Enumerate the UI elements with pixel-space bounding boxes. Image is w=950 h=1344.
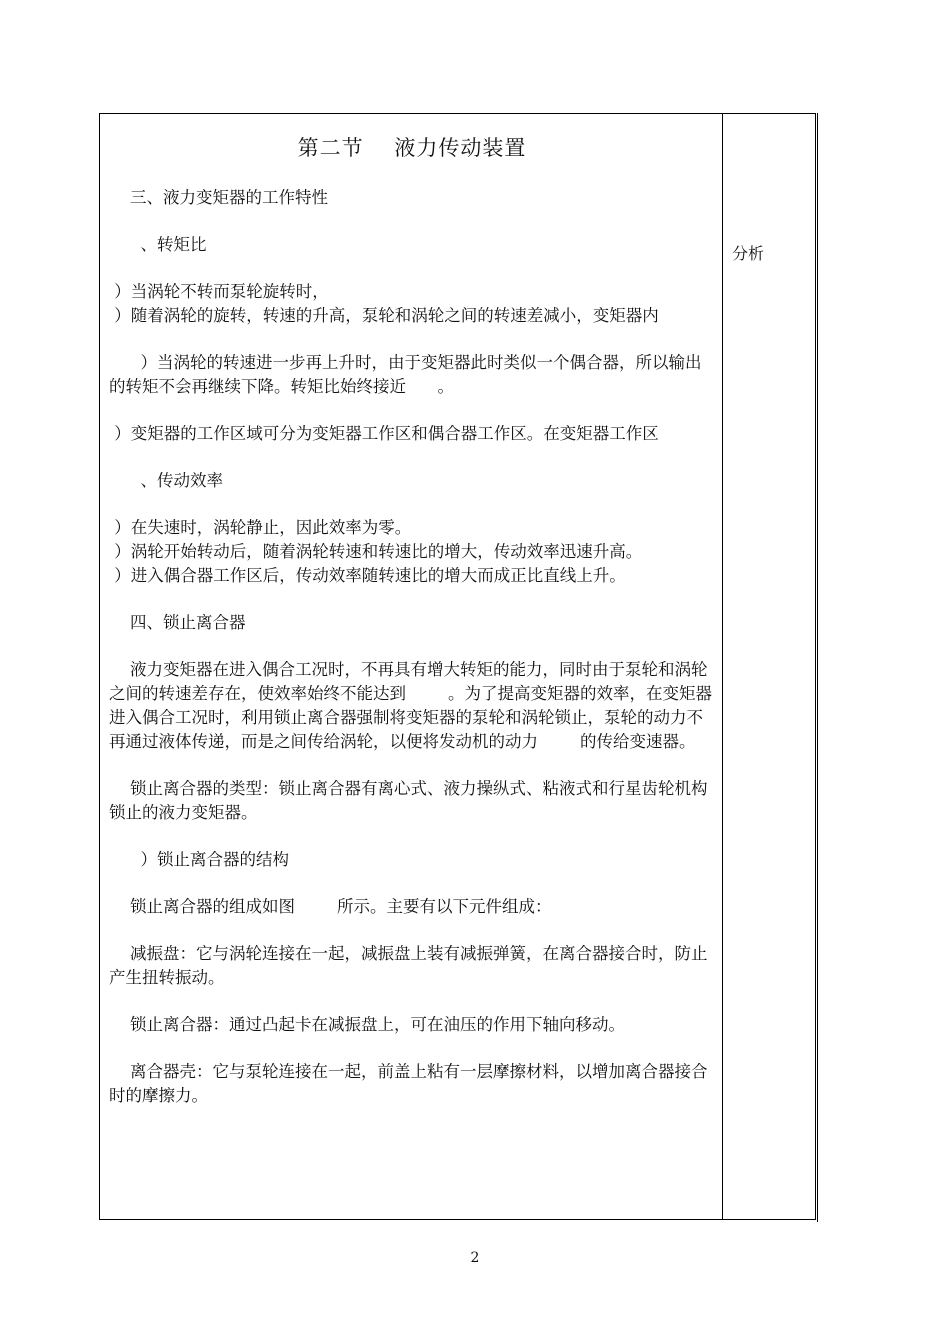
paragraph-lockup-intro: 液力变矩器在进入偶合工况时，不再具有增大转矩的能力，同时由于泵轮和涡轮之间的转速差存在，使效率始终不能达到 。为了提高变矩器的效率，在变矩器进入偶合工况时，利用锁止离合器强制将变矩器的泵轮和涡轮锁止，泵轮的动力不再通过液体传递，而是之间传给涡轮，以便将发动机的动力 的传给变速器。 <box>109 660 712 751</box>
heading-working-characteristics: 三、液力变矩器的工作特性 <box>109 188 328 207</box>
analysis-label: 分析 <box>732 244 765 263</box>
subheading-efficiency: 、传动效率 <box>109 471 223 490</box>
paragraph-lockup-components: 锁止离合器的组成如图 所示。主要有以下元件组成： <box>109 897 552 916</box>
subheading-torque-ratio: 、转矩比 <box>109 235 207 254</box>
column-divider <box>722 114 723 1219</box>
paragraph-efficiency: ）在失速时，涡轮静止，因此效率为零。 ）涡轮开始转动后，随着涡轮转速和转速比的增大，传动效率迅速升高。 ）进入偶合器工作区后，传动效率随转速比的增大而成正比直线上升。 <box>114 518 643 585</box>
paragraph-lockup-types: 锁止离合器的类型：锁止离合器有离心式、液力操纵式、粘液式和行星齿轮机构锁止的液力变矩器。 <box>109 779 708 822</box>
lesson-table <box>99 113 816 1220</box>
main-content-cell <box>109 132 715 1108</box>
paragraph-damper-disc: 减振盘：它与涡轮连接在一起，减振盘上装有减振弹簧，在离合器接合时，防止产生扭转振动。 <box>109 944 708 987</box>
subheading-lockup-structure: ）锁止离合器的结构 <box>109 850 289 869</box>
paragraph-clutch-housing: 离合器壳：它与泵轮连接在一起，前盖上粘有一层摩擦材料，以增加离合器接合时的摩擦力。 <box>109 1062 708 1105</box>
page-number: 2 <box>470 1250 480 1266</box>
paragraph-torque-1: ）当涡轮不转而泵轮旋转时， ）随着涡轮的旋转，转速的升高，泵轮和涡轮之间的转速差减小，变矩器内 <box>114 282 659 325</box>
paragraph-lockup-clutch-part: 锁止离合器：通过凸起卡在减振盘上，可在油压的作用下轴向移动。 <box>109 1015 625 1034</box>
section-title: 第二节 液力传动装置 <box>297 136 527 160</box>
paragraph-torque-2: ）当涡轮的转速进一步再上升时，由于变矩器此时类似一个偶合器，所以输出的转矩不会再继续下降。转矩比始终接近 。 <box>109 353 702 396</box>
paragraph-torque-3: ）变矩器的工作区域可分为变矩器工作区和偶合器工作区。在变矩器工作区 <box>109 424 659 443</box>
heading-lockup-clutch: 四、锁止离合器 <box>109 613 246 632</box>
